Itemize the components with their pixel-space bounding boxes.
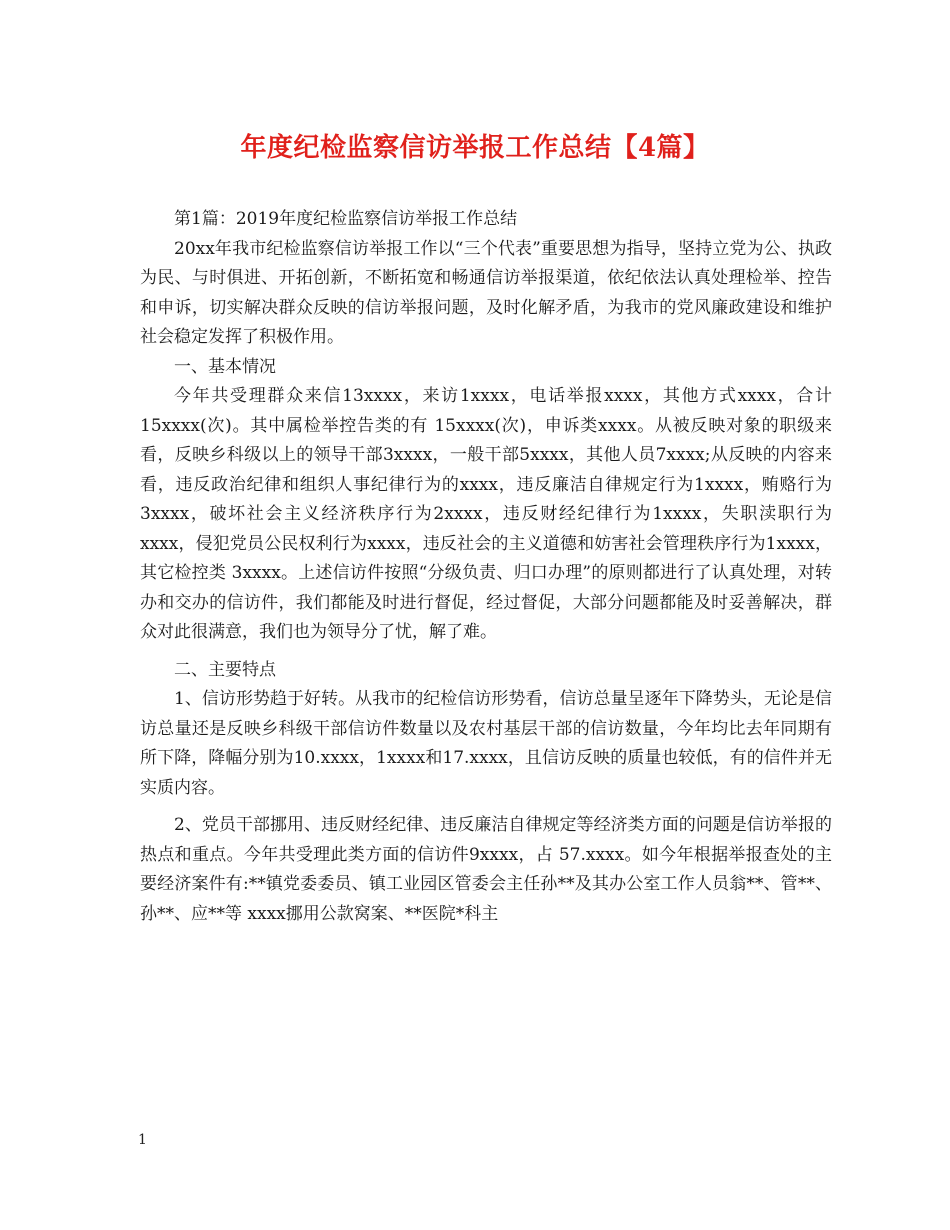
body-paragraph: 20xx年我市纪检监察信访举报工作以“三个代表”重要思想为指导，坚持立党为公、执政为民、与时俱进、开拓创新，不断拓宽和畅通信访举报渠道，依纪依法认真处理检举、控告和申诉，切实解决群众反映的信访举报问题，及时化解矛盾，为我市的党风廉政建设和维护社会稳定发挥了积极作用。 [140,238,832,347]
section-subtitle: 第1篇：2019年度纪检监察信访举报工作总结 [174,209,518,229]
body-paragraph: 1、信访形势趋于好转。从我市的纪检信访形势看，信访总量呈逐年下降势头，无论是信访总量还是反映乡科级干部信访件数量以及农村基层干部的信访数量，今年均比去年同期有所下降，降幅分别为10.xxxx，1xxxx和17.xxxx，且信访反映的质量也较低，有的信件并无实质内容。 [140,689,832,798]
document-body [140,205,832,929]
body-paragraph: 今年共受理群众来信13xxxx，来访1xxxx，电话举报xxxx，其他方式xxxx，合计15xxxx(次)。其中属检举控告类的有 15xxxx(次)，申诉类xxxx。从被反映对象的职级来看，反映乡科级以上的领导干部3xxxx，一般干部5xxxx，其他人员7xxxx;从反映的内容来看，违反政治纪律和组织人事纪律行为的xxxx，违反廉洁自律规定行为1xxxx，贿赂行为3xxxx，破坏社会主义经济秩序行为2xxxx，违反财经纪律行为1xxxx，失职渎职行为xxxx，侵犯党员公民权利行为xxxx，违反社会的主义道德和妨害社会管理秩序行为1xxxx，其它检控类 3xxxx。上述信访件按照“分级负责、归口办理”的原则都进行了认真处理，对转办和交办的信访件，我们都能及时进行督促，经过督促，大部分问题都能及时妥善解决，群众对此很满意，我们也为领导分了忧，解了难。 [140,386,832,642]
document-title: 年度纪检监察信访举报工作总结【4篇】 [240,133,710,163]
section-heading: 二、主要特点 [174,659,276,680]
section-heading: 一、基本情况 [174,356,276,377]
body-paragraph: 2、党员干部挪用、违反财经纪律、违反廉洁自律规定等经济类方面的问题是信访举报的热点和重点。今年共受理此类方面的信访件9xxxx，占 57.xxxx。如今年根据举报查处的主要经济案件有:**镇党委委员、镇工业园区管委会主任孙**及其办公室工作人员翁**、管**、孙**、应**等 xxxx挪用公款窝案、**医院*科主 [140,815,832,924]
page-number: 1 [138,1132,147,1148]
